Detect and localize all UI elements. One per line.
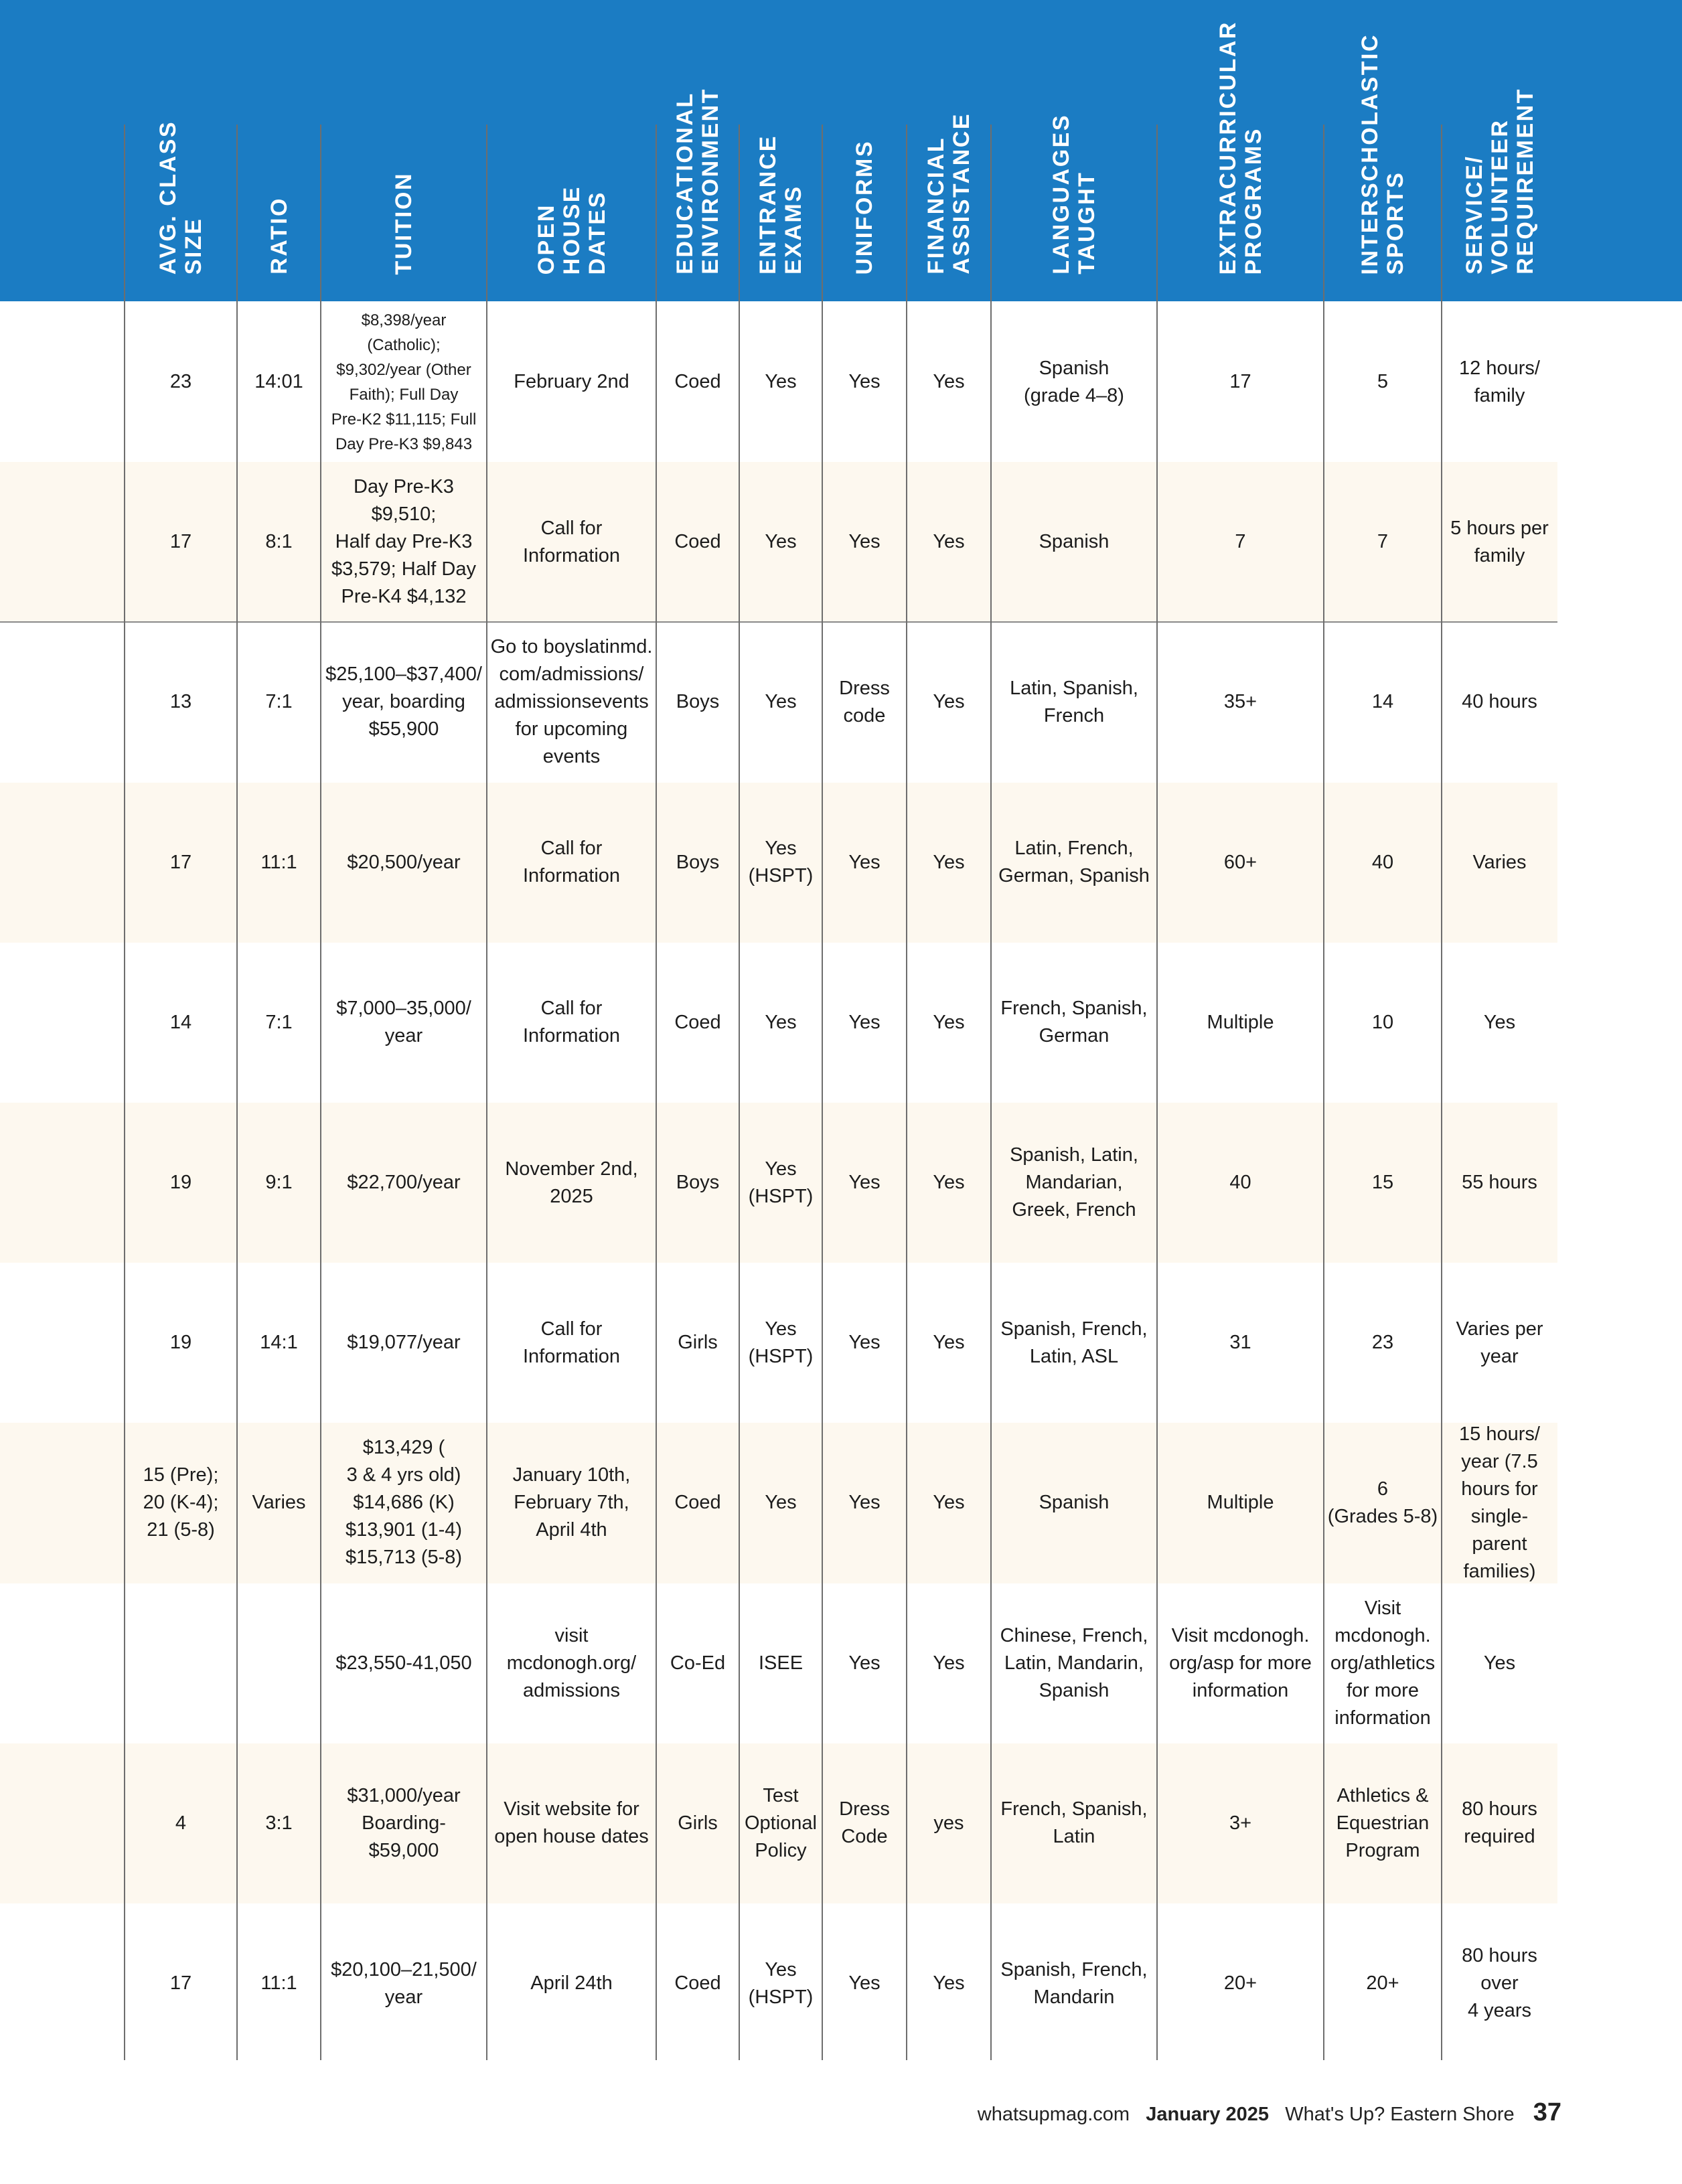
cell-tuition: $19,077/year: [347, 1332, 461, 1354]
cell-uniforms: Yes: [848, 1652, 881, 1674]
cell-ratio: 8:1: [265, 531, 293, 553]
cell-uniforms: Dress code: [839, 677, 890, 726]
header-tuition: [321, 13, 487, 275]
header-avg-class-size: [125, 13, 237, 275]
cell-open-house-dates: Visit website for open house dates: [494, 1798, 649, 1848]
cell-languages-taught: Spanish (grade 4–8): [1024, 357, 1124, 406]
cell-tuition: $13,429 ( 3 & 4 yrs old) $14,686 (K) $13,901 (1-4) $15,713 (5-8): [345, 1437, 463, 1569]
cell-educational-environment: Boys: [676, 691, 720, 713]
header-extracurricular-programs: [1157, 13, 1324, 275]
cell-languages-taught: Latin, French, German, Spanish: [998, 838, 1150, 887]
cell-entrance-exams: Yes: [765, 1011, 797, 1033]
cell-service-requirement: 80 hours over 4 years: [1462, 1945, 1537, 2022]
cell-entrance-exams: Yes: [765, 691, 797, 713]
cell-extracurricular-programs: 31: [1229, 1332, 1251, 1354]
cell-languages-taught: Spanish: [1039, 531, 1110, 553]
cell-uniforms: Dress Code: [839, 1798, 890, 1848]
cell-ratio: 9:1: [265, 1172, 293, 1194]
cell-educational-environment: Coed: [674, 1972, 721, 1995]
cell-languages-taught: French, Spanish, Latin: [1000, 1798, 1148, 1848]
cell-uniforms: Yes: [848, 1172, 881, 1194]
cell-ratio: 14:1: [260, 1332, 298, 1354]
cell-service-requirement: Varies: [1472, 851, 1527, 873]
header-entrance-exams: [739, 13, 822, 275]
cell-financial-assistance: Yes: [933, 531, 965, 553]
cell-ratio: 7:1: [265, 691, 293, 713]
cell-educational-environment: Boys: [676, 1172, 720, 1194]
cell-financial-assistance: Yes: [933, 1172, 965, 1194]
header-label: FINANCIAL ASSISTANCE: [923, 112, 974, 275]
cell-entrance-exams: Yes: [765, 531, 797, 553]
cell-open-house-dates: January 10th, February 7th, April 4th: [512, 1464, 631, 1541]
cell-avg-class-size: 19: [169, 1172, 192, 1194]
cell-service-requirement: 55 hours: [1462, 1172, 1537, 1194]
cell-educational-environment: Girls: [678, 1332, 718, 1354]
header-label: EDUCATIONAL ENVIRONMENT: [672, 88, 723, 275]
cell-tuition: Day Pre-K3 $9,510; Half day Pre-K3 $3,579; Half Day Pre-K4 $4,132: [331, 476, 476, 608]
cell-entrance-exams: ISEE: [758, 1652, 804, 1674]
cell-service-requirement: Yes: [1483, 1652, 1516, 1674]
cell-avg-class-size: 4: [175, 1812, 187, 1834]
header-interscholastic-sports: [1324, 13, 1442, 275]
cell-financial-assistance: Yes: [933, 851, 965, 873]
cell-tuition: $31,000/year Boarding- $59,000: [347, 1784, 461, 1861]
page-footer: [978, 2098, 1561, 2127]
cell-educational-environment: Girls: [678, 1812, 718, 1834]
cell-financial-assistance: Yes: [933, 1332, 965, 1354]
cell-tuition: $8,398/year (Catholic); $9,302/year (Other Faith); Full Day Pre-K2 $11,115; Full Day Pre-K3 $9,843: [331, 311, 477, 453]
cell-interscholastic-sports: 40: [1371, 851, 1394, 873]
header-ratio: [237, 13, 321, 275]
cell-tuition: $20,500/year: [347, 851, 461, 873]
cell-tuition: $25,100–$37,400/ year, boarding $55,900: [325, 664, 482, 740]
cell-educational-environment: Coed: [674, 531, 721, 553]
cell-open-house-dates: Call for Information: [522, 1318, 621, 1367]
cell-ratio: 11:1: [260, 1972, 297, 1995]
header-label: LANGUAGES TAUGHT: [1049, 114, 1099, 275]
header-label: TUITION: [391, 171, 416, 275]
cell-educational-environment: Boys: [676, 851, 720, 873]
cell-open-house-dates: visit mcdonogh.org/ admissions: [506, 1624, 637, 1701]
cell-languages-taught: Latin, Spanish, French: [1010, 677, 1138, 726]
header-label: RATIO: [266, 197, 292, 275]
cell-service-requirement: 80 hours required: [1462, 1798, 1537, 1848]
cell-ratio: Varies: [252, 1492, 306, 1514]
cell-entrance-exams: Yes (HSPT): [748, 838, 814, 887]
cell-interscholastic-sports: Athletics & Equestrian Program: [1336, 1784, 1430, 1861]
cell-extracurricular-programs: Multiple: [1207, 1011, 1274, 1033]
cell-tuition: $22,700/year: [347, 1172, 461, 1194]
cell-extracurricular-programs: Visit mcdonogh. org/asp for more information: [1169, 1624, 1312, 1701]
header-educational-environment: [656, 13, 739, 275]
cell-open-house-dates: Call for Information: [522, 998, 621, 1047]
cell-avg-class-size: 17: [169, 531, 192, 553]
cell-financial-assistance: Yes: [933, 1492, 965, 1514]
cell-languages-taught: Spanish, French, Latin, ASL: [1000, 1318, 1148, 1367]
cell-extracurricular-programs: 35+: [1223, 691, 1257, 713]
footer-site: whatsupmag.com: [977, 2104, 1130, 2125]
cell-extracurricular-programs: 60+: [1223, 851, 1257, 873]
cell-service-requirement: Yes: [1483, 1011, 1516, 1033]
header-financial-assistance: [907, 13, 991, 275]
cell-entrance-exams: Test Optional Policy: [744, 1784, 817, 1861]
cell-entrance-exams: Yes (HSPT): [748, 1158, 814, 1207]
cell-ratio: [237, 1583, 321, 1743]
cell-financial-assistance: Yes: [933, 1652, 965, 1674]
header-label: OPEN HOUSE DATES: [533, 185, 610, 275]
cell-uniforms: Yes: [848, 1011, 881, 1033]
cell-extracurricular-programs: 40: [1229, 1172, 1251, 1194]
cell-financial-assistance: yes: [933, 1812, 964, 1834]
cell-entrance-exams: Yes (HSPT): [748, 1318, 814, 1367]
cell-avg-class-size: [125, 1583, 237, 1743]
footer-issue: January 2025: [1146, 2104, 1270, 2125]
cell-educational-environment: Coed: [674, 1011, 721, 1033]
cell-entrance-exams: Yes: [765, 1492, 797, 1514]
header-label: EXTRACURRICULAR PROGRAMS: [1215, 20, 1266, 275]
cell-service-requirement: 12 hours/ family: [1459, 357, 1540, 406]
cell-languages-taught: French, Spanish, German: [1000, 998, 1148, 1047]
cell-financial-assistance: Yes: [933, 1011, 965, 1033]
cell-avg-class-size: 17: [169, 851, 192, 873]
cell-uniforms: Yes: [848, 531, 881, 553]
cell-languages-taught: Spanish, Latin, Mandarian, Greek, French: [1010, 1144, 1138, 1221]
cell-tuition: $23,550-41,050: [335, 1652, 472, 1674]
cell-entrance-exams: Yes: [765, 371, 797, 393]
header-service-requirement: [1442, 13, 1557, 275]
cell-ratio: 7:1: [265, 1011, 293, 1033]
cell-interscholastic-sports: 5: [1377, 371, 1389, 393]
cell-uniforms: Yes: [848, 1972, 881, 1995]
cell-open-house-dates: November 2nd, 2025: [505, 1158, 638, 1207]
header-open-house-dates: [487, 13, 656, 275]
cell-avg-class-size: 14: [169, 1011, 192, 1033]
cell-uniforms: Yes: [848, 851, 881, 873]
cell-educational-environment: Coed: [674, 371, 721, 393]
cell-open-house-dates: Call for Information: [522, 838, 621, 887]
cell-open-house-dates: February 2nd: [514, 371, 629, 393]
cell-interscholastic-sports: 10: [1371, 1011, 1394, 1033]
cell-financial-assistance: Yes: [933, 1972, 965, 1995]
cell-ratio: 3:1: [265, 1812, 293, 1834]
cell-educational-environment: Co-Ed: [670, 1652, 726, 1674]
cell-tuition: $20,100–21,500/ year: [331, 1958, 477, 2008]
header-label: INTERSCHOLASTIC SPORTS: [1357, 33, 1408, 275]
cell-extracurricular-programs: 3+: [1229, 1812, 1252, 1834]
cell-open-house-dates: April 24th: [530, 1972, 613, 1995]
cell-entrance-exams: Yes (HSPT): [748, 1958, 814, 2008]
footer-publication: What's Up? Eastern Shore: [1285, 2104, 1515, 2125]
cell-languages-taught: Chinese, French, Latin, Mandarin, Spanish: [1000, 1624, 1148, 1701]
cell-extracurricular-programs: 20+: [1223, 1972, 1257, 1995]
header-uniforms: [822, 13, 907, 275]
header-label: AVG. CLASS SIZE: [155, 120, 206, 275]
cell-interscholastic-sports: 7: [1377, 531, 1389, 553]
header-label: UNIFORMS: [852, 139, 877, 275]
cell-extracurricular-programs: 7: [1235, 531, 1246, 553]
cell-interscholastic-sports: 6 (Grades 5-8): [1327, 1478, 1438, 1527]
cell-open-house-dates: Go to boyslatinmd. com/admissions/ admissionsevents for upcoming events: [490, 636, 653, 768]
cell-interscholastic-sports: Visit mcdonogh. org/athletics for more information: [1330, 1597, 1436, 1729]
cell-interscholastic-sports: 15: [1371, 1172, 1394, 1194]
cell-ratio: 14:01: [254, 371, 303, 393]
header-label: ENTRANCE EXAMS: [755, 135, 806, 275]
cell-interscholastic-sports: 14: [1371, 691, 1394, 713]
cell-educational-environment: Coed: [674, 1492, 721, 1514]
cell-interscholastic-sports: 23: [1371, 1332, 1394, 1354]
cell-service-requirement: 5 hours per family: [1450, 517, 1549, 566]
cell-tuition: $7,000–35,000/ year: [336, 998, 471, 1047]
cell-financial-assistance: Yes: [933, 691, 965, 713]
cell-extracurricular-programs: 17: [1229, 371, 1251, 393]
cell-avg-class-size: 15 (Pre); 20 (K-4); 21 (5-8): [143, 1464, 219, 1541]
cell-extracurricular-programs: Multiple: [1207, 1492, 1274, 1514]
cell-interscholastic-sports: 20+: [1366, 1972, 1399, 1995]
cell-ratio: 11:1: [260, 851, 297, 873]
cell-uniforms: Yes: [848, 1332, 881, 1354]
cell-avg-class-size: 17: [169, 1972, 192, 1995]
cell-uniforms: Yes: [848, 1492, 881, 1514]
cell-service-requirement: 40 hours: [1462, 691, 1537, 713]
page-number: 37: [1533, 2098, 1561, 2126]
cell-avg-class-size: 23: [169, 371, 192, 393]
cell-uniforms: Yes: [848, 371, 881, 393]
cell-avg-class-size: 13: [169, 691, 192, 713]
cell-service-requirement: 15 hours/ year (7.5 hours for single-parent families): [1459, 1423, 1540, 1582]
header-label: SERVICE/ VOLUNTEER REQUIREMENT: [1461, 88, 1538, 275]
cell-languages-taught: Spanish: [1039, 1492, 1110, 1514]
cell-languages-taught: Spanish, French, Mandarin: [1000, 1958, 1148, 2008]
cell-open-house-dates: Call for Information: [522, 517, 621, 566]
header-languages-taught: [991, 13, 1157, 275]
cell-service-requirement: Varies per year: [1456, 1318, 1543, 1367]
cell-financial-assistance: Yes: [933, 371, 965, 393]
cell-avg-class-size: 19: [169, 1332, 192, 1354]
